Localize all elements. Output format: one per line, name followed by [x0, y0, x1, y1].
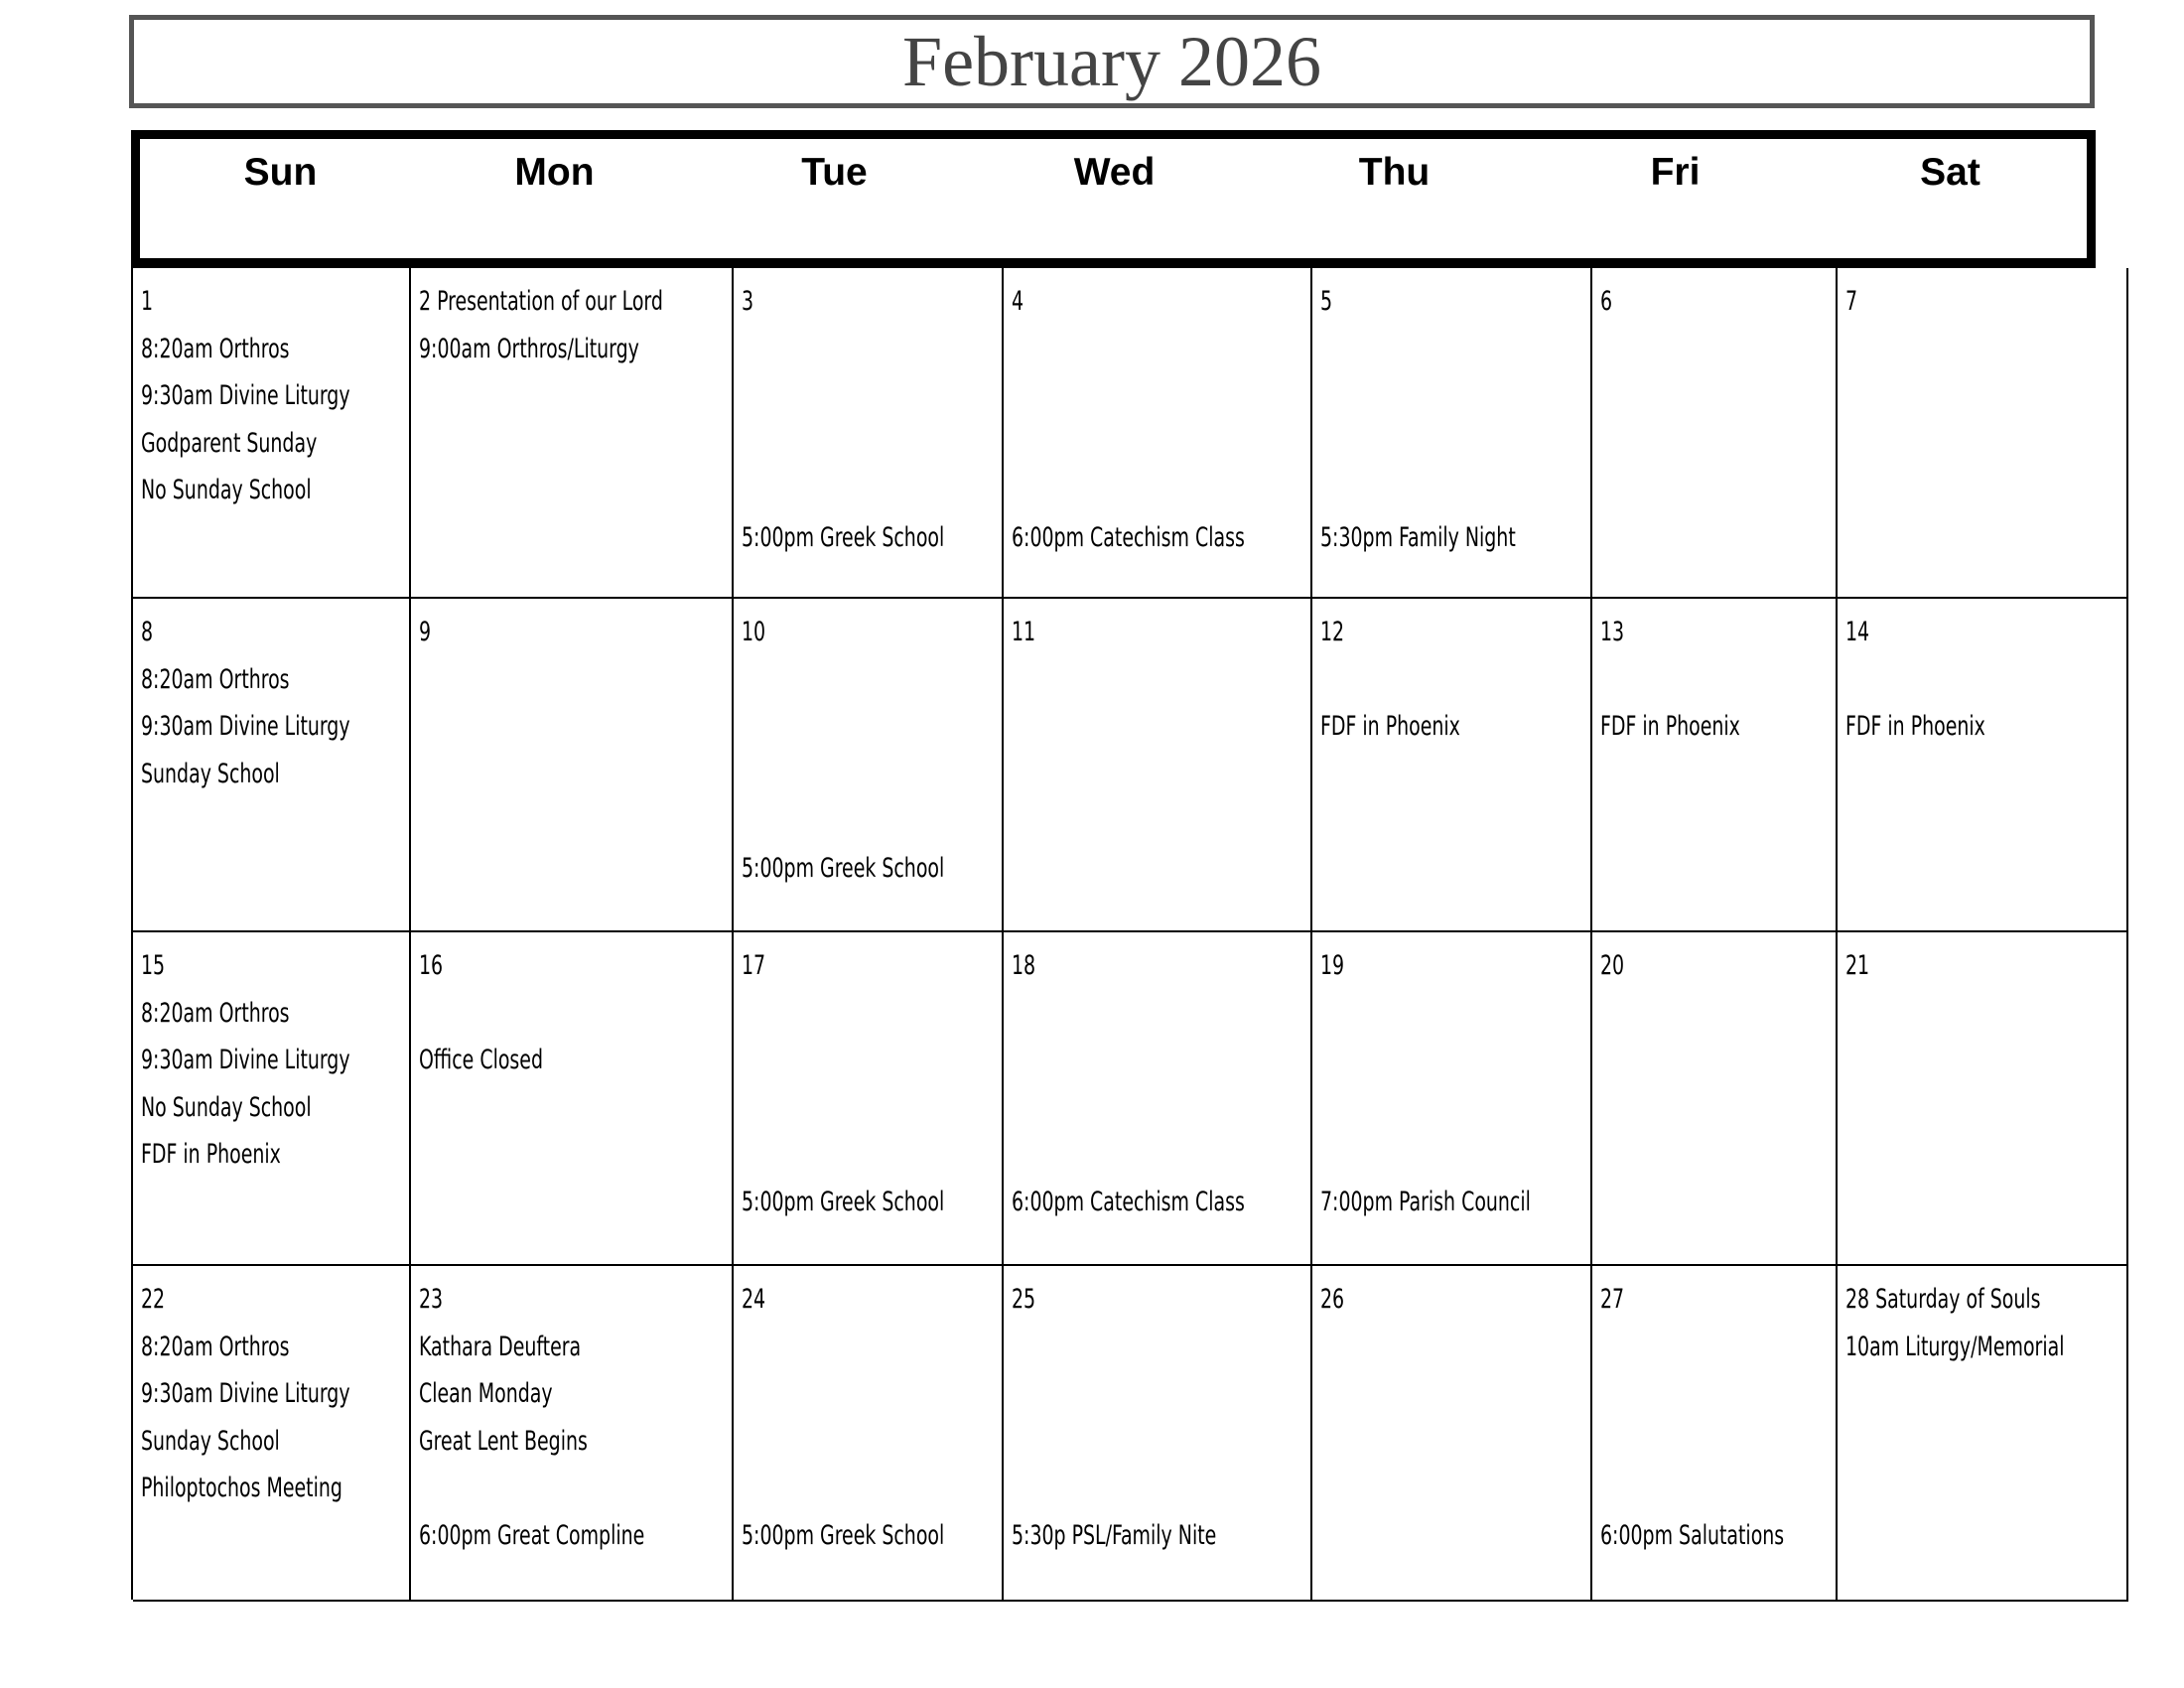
- event-text: [1012, 1084, 1245, 1132]
- day-cell: [411, 599, 734, 932]
- day-cell: [1004, 268, 1312, 599]
- event-text: [1012, 1418, 1245, 1466]
- event-text: 8:20am Orthros: [141, 333, 290, 364]
- event-text: Office Closed: [418, 1045, 543, 1075]
- event-text: 6:00pm Salutations: [1599, 1519, 1784, 1551]
- event-text: FDF in Phoenix: [1320, 711, 1461, 742]
- event-text: FDF in Phoenix: [1599, 711, 1740, 742]
- event-text: [1320, 1037, 1531, 1084]
- event-text: 8:20am Orthros: [141, 663, 290, 695]
- event-text: [742, 1037, 944, 1084]
- day-cell: [1592, 599, 1838, 932]
- day-cell: [1592, 1266, 1838, 1602]
- day-cell: [1004, 599, 1312, 932]
- event-text: 5:00pm Greek School: [742, 521, 945, 553]
- event-text: [742, 467, 944, 514]
- day-cell: [734, 268, 1004, 599]
- day-cell: [133, 1266, 411, 1602]
- day-number: 19: [1320, 950, 1345, 981]
- event-text: [1012, 326, 1245, 373]
- event-text: [742, 372, 944, 420]
- event-text: [1320, 1084, 1531, 1132]
- day-cell: [1838, 599, 2128, 932]
- event-text: [742, 1131, 944, 1179]
- day-cell: [133, 932, 411, 1266]
- day-number: 22: [141, 1284, 166, 1315]
- event-text: Clean Monday: [418, 1378, 553, 1409]
- day-number: 17: [742, 950, 766, 981]
- event-text: [1600, 656, 1784, 704]
- day-number: 14: [1845, 617, 1870, 647]
- event-text: [419, 990, 663, 1038]
- event-text: 9:30am Divine Liturgy: [141, 380, 350, 411]
- day-number: 9: [418, 617, 431, 647]
- day-cell: [411, 268, 734, 599]
- day-number: 23: [418, 1284, 444, 1315]
- day-cell: [411, 1266, 734, 1602]
- day-number: 4: [1012, 286, 1024, 317]
- day-cell: [411, 932, 734, 1266]
- event-text: [1600, 1324, 1784, 1371]
- day-cell: [1592, 268, 1838, 599]
- day-number: 26: [1320, 1284, 1345, 1315]
- calendar-grid: [131, 266, 2096, 1600]
- event-text: [742, 1324, 944, 1371]
- day-cell: [1838, 268, 2128, 599]
- event-text: 9:00am Orthros/Liturgy: [418, 333, 639, 364]
- weekday-tue: Tue: [801, 151, 868, 194]
- event-text: [1012, 1131, 1245, 1179]
- day-cell: [1592, 932, 1838, 1266]
- event-text: [1320, 990, 1531, 1038]
- day-number: 6: [1599, 286, 1612, 317]
- weekday-sun: Sun: [243, 151, 318, 194]
- event-text: [1012, 1370, 1245, 1418]
- event-text: [742, 326, 944, 373]
- event-text: [742, 1370, 944, 1418]
- day-cell: [1004, 932, 1312, 1266]
- weekday-sat: Sat: [1920, 151, 1980, 194]
- event-text: [1012, 1324, 1245, 1371]
- event-text: Sunday School: [141, 1425, 280, 1457]
- event-text: No Sunday School: [141, 475, 312, 505]
- event-text: FDF in Phoenix: [141, 1139, 281, 1170]
- calendar-title-box: [129, 15, 2095, 108]
- day-cell: [1312, 932, 1592, 1266]
- event-text: 9:30am Divine Liturgy: [141, 1378, 350, 1409]
- day-number: 12: [1320, 617, 1345, 647]
- event-text: 9:30am Divine Liturgy: [141, 711, 350, 742]
- day-cell: [133, 268, 411, 599]
- weekday-fri: Fri: [1650, 151, 1701, 194]
- day-cell: [1838, 1266, 2128, 1602]
- event-text: [742, 990, 944, 1038]
- day-number: 8: [141, 617, 154, 647]
- event-text: 10am Liturgy/Memorial: [1845, 1331, 2065, 1362]
- event-text: [1320, 656, 1531, 704]
- day-cell: [1312, 599, 1592, 932]
- event-text: 9:30am Divine Liturgy: [141, 1045, 350, 1075]
- event-text: [1012, 372, 1245, 420]
- event-text: Sunday School: [141, 758, 280, 789]
- day-number: 5: [1320, 286, 1333, 317]
- event-text: 6:00pm Great Compline: [418, 1519, 645, 1551]
- day-number: 28 Saturday of Souls: [1845, 1284, 2041, 1315]
- event-text: 8:20am Orthros: [141, 1331, 290, 1362]
- event-text: [742, 1418, 944, 1466]
- event-text: 5:00pm Greek School: [742, 1186, 945, 1217]
- event-text: [742, 656, 944, 704]
- day-number: 20: [1599, 950, 1624, 981]
- event-text: Kathara Deuftera: [418, 1331, 582, 1362]
- day-number: 16: [418, 950, 444, 981]
- calendar-title: February 2026: [902, 22, 1321, 101]
- weekday-thu: Thu: [1358, 151, 1431, 194]
- day-number: 18: [1012, 950, 1036, 981]
- event-text: [1320, 1131, 1531, 1179]
- weekday-header: [131, 130, 2096, 267]
- event-text: [1845, 656, 2064, 704]
- event-text: [1012, 420, 1245, 468]
- day-number: 13: [1599, 617, 1624, 647]
- event-text: [1600, 1465, 1784, 1512]
- event-text: [1012, 990, 1245, 1038]
- event-text: Godparent Sunday: [141, 427, 318, 459]
- day-cell: [1838, 932, 2128, 1266]
- event-text: [742, 703, 944, 751]
- day-cell: [1312, 1266, 1592, 1602]
- event-text: [742, 751, 944, 798]
- event-text: [742, 1084, 944, 1132]
- day-cell: [1312, 268, 1592, 599]
- day-number: 24: [742, 1284, 766, 1315]
- day-cell: [734, 932, 1004, 1266]
- event-text: [742, 1465, 944, 1512]
- event-text: 5:30pm Family Night: [1320, 521, 1516, 553]
- day-number: 3: [742, 286, 754, 317]
- event-text: [1320, 420, 1531, 468]
- event-text: 5:30p PSL/Family Nite: [1012, 1519, 1217, 1551]
- event-text: 8:20am Orthros: [141, 997, 290, 1029]
- event-text: [1012, 1037, 1245, 1084]
- day-number: 1: [141, 286, 154, 317]
- event-text: [1012, 1465, 1245, 1512]
- day-cell: [1004, 1266, 1312, 1602]
- day-cell: [133, 599, 411, 932]
- event-text: Philoptochos Meeting: [141, 1473, 342, 1503]
- day-number: 25: [1012, 1284, 1036, 1315]
- day-number: 27: [1599, 1284, 1624, 1315]
- event-text: [1600, 1418, 1784, 1466]
- event-text: Great Lent Begins: [418, 1425, 588, 1457]
- day-cell: [734, 1266, 1004, 1602]
- event-text: 7:00pm Parish Council: [1320, 1186, 1532, 1217]
- event-text: [1320, 326, 1531, 373]
- event-text: [1012, 467, 1245, 514]
- event-text: [1320, 467, 1531, 514]
- day-number: 11: [1012, 617, 1036, 647]
- day-number: 7: [1845, 286, 1858, 317]
- event-text: [1320, 372, 1531, 420]
- event-text: 6:00pm Catechism Class: [1012, 1186, 1245, 1217]
- weekday-mon: Mon: [514, 151, 595, 194]
- event-text: [419, 1465, 663, 1512]
- event-text: No Sunday School: [141, 1091, 312, 1123]
- weekday-wed: Wed: [1073, 151, 1156, 194]
- day-number: 10: [742, 617, 766, 647]
- event-text: 5:00pm Greek School: [742, 852, 945, 884]
- day-number: 15: [141, 950, 166, 981]
- day-cell: [734, 599, 1004, 932]
- day-number: 2 Presentation of our Lord: [418, 286, 663, 317]
- event-text: 5:00pm Greek School: [742, 1519, 945, 1551]
- event-text: FDF in Phoenix: [1845, 711, 1986, 742]
- day-number: 21: [1845, 950, 1870, 981]
- event-text: [1600, 1370, 1784, 1418]
- event-text: [742, 797, 944, 845]
- event-text: [742, 420, 944, 468]
- event-text: 6:00pm Catechism Class: [1012, 521, 1245, 553]
